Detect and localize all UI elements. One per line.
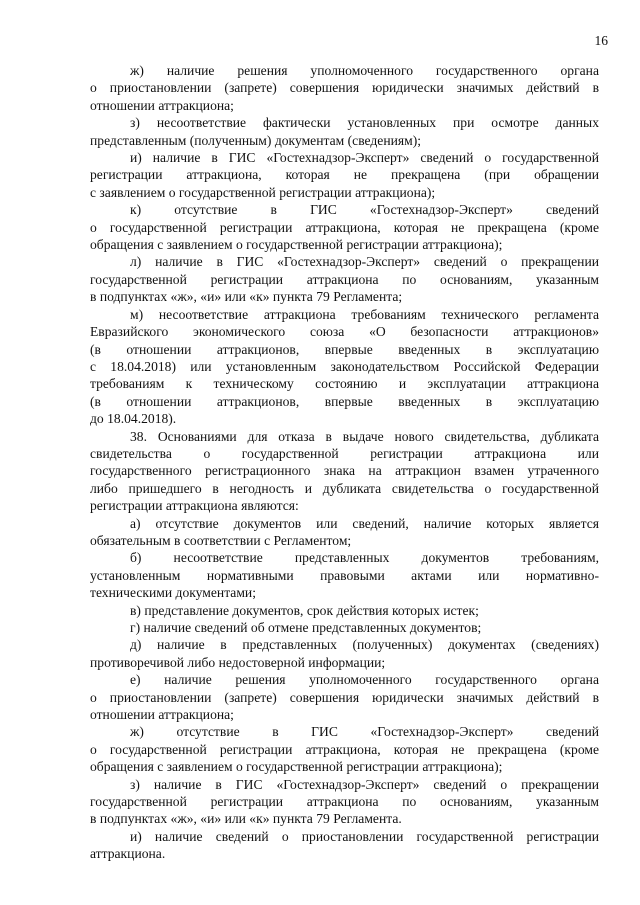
text-line: регистрации аттракциона являются: — [90, 498, 299, 514]
text-line: к) отсутствие в ГИС «Гостехнадзор-Эксперт» сведений — [130, 202, 599, 218]
text-line: отношении аттракциона; — [90, 707, 234, 723]
text-line: свидетельства о государственной регистрации аттракциона или — [90, 445, 599, 461]
text-line: государственной регистрации аттракциона по основаниям, указанным — [90, 794, 599, 810]
text-line: м) несоответствие аттракциона требованиям технического регламента — [130, 306, 599, 322]
text-line: представленным (полученным) документам (сведениям); — [90, 132, 422, 148]
paragraph — [90, 515, 599, 550]
text-line: аттракциона. — [90, 846, 166, 862]
text-line: (в отношении аттракционов, впервые введенных в эксплуатацию — [90, 341, 599, 357]
text-line: б) несоответствие представленных документов требованиям, — [130, 550, 599, 566]
text-line: обращения с заявлением о государственной регистрации аттракциона); — [90, 759, 503, 775]
paragraph — [90, 62, 599, 114]
text-line: техническими документами; — [90, 585, 256, 601]
text-line: в подпунктах «ж», «и» или «к» пункта 79 Регламента; — [90, 289, 403, 305]
text-line: государственного регистрационного знака на аттракцион взамен утраченного — [90, 463, 599, 479]
text-line: регистрации аттракциона, которая не прекращена (при обращении — [90, 167, 599, 183]
paragraph — [90, 602, 599, 619]
text-line: (в отношении аттракционов, впервые введенных в эксплуатацию — [90, 393, 599, 409]
text-line: требованиям к техническому состоянию и эксплуатации аттракциона — [90, 376, 599, 392]
text-line: и) наличие сведений о приостановлении государственной регистрации — [130, 828, 599, 844]
text-line: 38. Основаниями для отказа в выдаче нового свидетельства, дубликата — [130, 428, 599, 444]
paragraph — [90, 549, 599, 601]
text-line: д) наличие в представленных (полученных) документах (сведениях) — [130, 637, 599, 653]
text-line: о приостановлении (запрете) совершения юридически значимых действий в — [90, 80, 599, 96]
paragraph — [90, 828, 599, 863]
paragraph — [90, 619, 599, 636]
paragraph — [90, 671, 599, 723]
text-line: е) наличие решения уполномоченного государственного органа — [130, 672, 599, 688]
text-line: с заявлением о государственной регистрации аттракциона); — [90, 184, 436, 200]
paragraph — [90, 636, 599, 671]
paragraph — [90, 776, 599, 828]
text-line: г) наличие сведений об отмене представленных документов; — [130, 620, 482, 635]
text-line: ж) отсутствие в ГИС «Гостехнадзор-Эксперт» сведений — [130, 724, 599, 740]
paragraph — [90, 723, 599, 775]
text-line: о государственной регистрации аттракциона, которая не прекращена (кроме — [90, 741, 599, 757]
text-line: отношении аттракциона; — [90, 97, 234, 113]
paragraph — [90, 114, 599, 149]
text-line: с 18.04.2018) или установленным законодательством Российской Федерации — [90, 358, 599, 374]
text-line: л) наличие в ГИС «Гостехнадзор-Эксперт» сведений о прекращении — [130, 254, 599, 270]
text-line: до 18.04.2018). — [90, 411, 177, 427]
text-line: государственной регистрации аттракциона по основаниям, указанным — [90, 271, 599, 287]
paragraph — [90, 428, 599, 515]
text-line: установленным нормативными правовыми актами или нормативно- — [90, 567, 599, 583]
text-line: в подпунктах «ж», «и» или «к» пункта 79 Регламента. — [90, 811, 402, 827]
text-line: ж) наличие решения уполномоченного государственного органа — [130, 63, 599, 78]
text-line: з) несоответствие фактически установленных при осмотре данных — [130, 115, 599, 131]
paragraph — [90, 306, 599, 428]
text-line: противоречивой либо недостоверной информации; — [90, 654, 386, 670]
text-line: обязательным в соответствии с Регламентом; — [90, 532, 352, 548]
text-line: и) наличие в ГИС «Гостехнадзор-Эксперт» сведений о государственной — [130, 150, 599, 166]
page-number: 16 — [594, 33, 608, 48]
text-line: либо пришедшего в негодность и дубликата свидетельства о государственной — [90, 480, 599, 496]
text-line: а) отсутствие документов или сведений, наличие которых является — [130, 515, 599, 531]
paragraph — [90, 149, 599, 201]
text-line: о приостановлении (запрете) совершения юридически значимых действий в — [90, 689, 599, 705]
text-line: з) наличие в ГИС «Гостехнадзор-Эксперт» сведений о прекращении — [130, 776, 599, 792]
paragraph — [90, 253, 599, 305]
paragraph — [90, 201, 599, 253]
text-line: в) представление документов, срок действия которых истек; — [130, 602, 479, 618]
text-line: Евразийского экономического союза «О безопасности аттракционов» — [90, 324, 599, 340]
document-body — [90, 62, 599, 863]
text-line: обращения с заявлением о государственной регистрации аттракциона); — [90, 237, 503, 253]
text-line: о государственной регистрации аттракциона, которая не прекращена (кроме — [90, 219, 599, 235]
